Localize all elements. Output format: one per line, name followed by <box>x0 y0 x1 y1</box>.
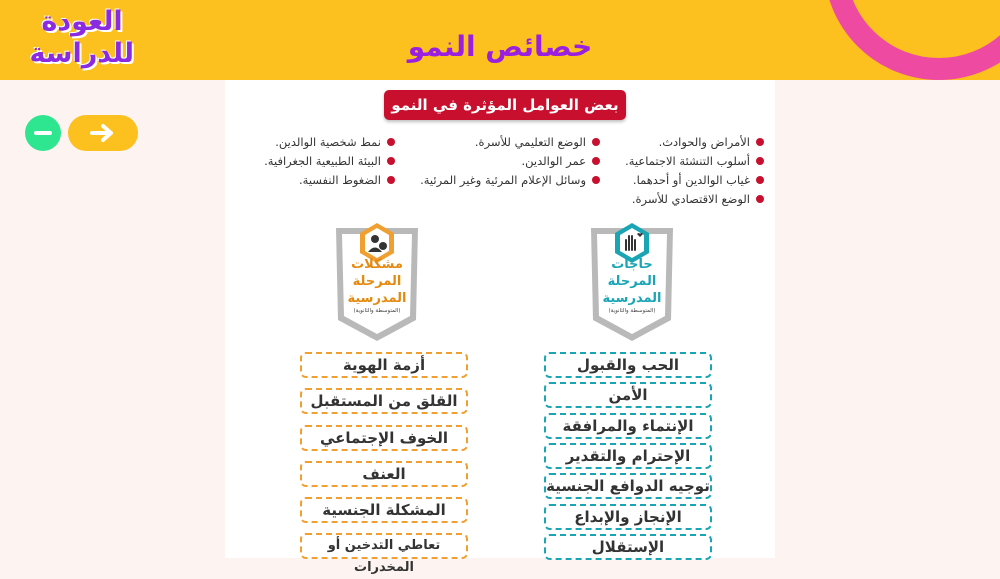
need-item: الإستقلال <box>544 534 712 560</box>
factors-col-middle <box>420 132 600 189</box>
factor-item: وسائل الإعلام المرئية وغير المرئية. <box>420 170 600 189</box>
need-item: الأمن <box>544 382 712 408</box>
need-item: الإنتماء والمرافقة <box>544 413 712 439</box>
header-bar <box>0 0 1000 80</box>
logo-line2: للدراسة <box>29 38 134 69</box>
page-title: خصائص النمو <box>407 30 593 63</box>
card-title-line3: المدرسية <box>602 291 662 306</box>
card-title-line2: المرحلة <box>607 274 657 289</box>
factor-item: البيئة الطبيعية الجغرافية. <box>264 151 395 170</box>
factor-item: الأمراض والحوادث. <box>625 132 764 151</box>
card-subtitle: (المتوسطة والثانوية) <box>608 308 656 314</box>
problem-item: العنف <box>300 461 468 487</box>
card-title-line3: المدرسية <box>347 291 407 306</box>
factor-item: الضغوط النفسية. <box>264 170 395 189</box>
factors-col-right <box>625 132 764 208</box>
card-title-line1: مشكلات <box>351 257 403 272</box>
problem-item: الخوف الإجتماعي <box>300 425 468 451</box>
problems-card <box>332 228 422 343</box>
needs-card <box>587 228 677 343</box>
factors-col-left <box>264 132 395 189</box>
factor-item: غياب الوالدين أو أحدهما. <box>625 170 764 189</box>
factor-item: أسلوب التنشئة الاجتماعية. <box>625 151 764 170</box>
card-title-line1: حاجات <box>611 257 653 272</box>
need-item: توجيه الدوافع الجنسية <box>544 473 712 499</box>
problem-item: أزمة الهوية <box>300 352 468 378</box>
problem-item: القلق من المستقبل <box>300 388 468 414</box>
problem-item: تعاطي التدخين أو المخدرات <box>300 533 468 559</box>
factor-item: عمر الوالدين. <box>420 151 600 170</box>
factor-item: الوضع الاقتصادي للأسرة. <box>625 189 764 208</box>
factor-item: نمط شخصية الوالدين. <box>264 132 395 151</box>
factors-title: بعض العوامل المؤثرة في النمو <box>384 90 626 120</box>
minus-icon <box>34 131 52 135</box>
logo-line1: العودة <box>41 6 123 37</box>
card-subtitle: (المتوسطة والثانوية) <box>353 308 401 314</box>
previous-button[interactable] <box>25 115 61 151</box>
card-title-line2: المرحلة <box>352 274 402 289</box>
arrow-right-icon <box>90 123 116 143</box>
need-item: الإحترام والتقدير <box>544 443 712 469</box>
need-item: الإنجاز والإبداع <box>544 504 712 530</box>
need-item: الحب والقبول <box>544 352 712 378</box>
factor-item: الوضع التعليمي للأسرة. <box>420 132 600 151</box>
next-button[interactable] <box>68 115 138 151</box>
problem-item: المشكلة الجنسية <box>300 497 468 523</box>
